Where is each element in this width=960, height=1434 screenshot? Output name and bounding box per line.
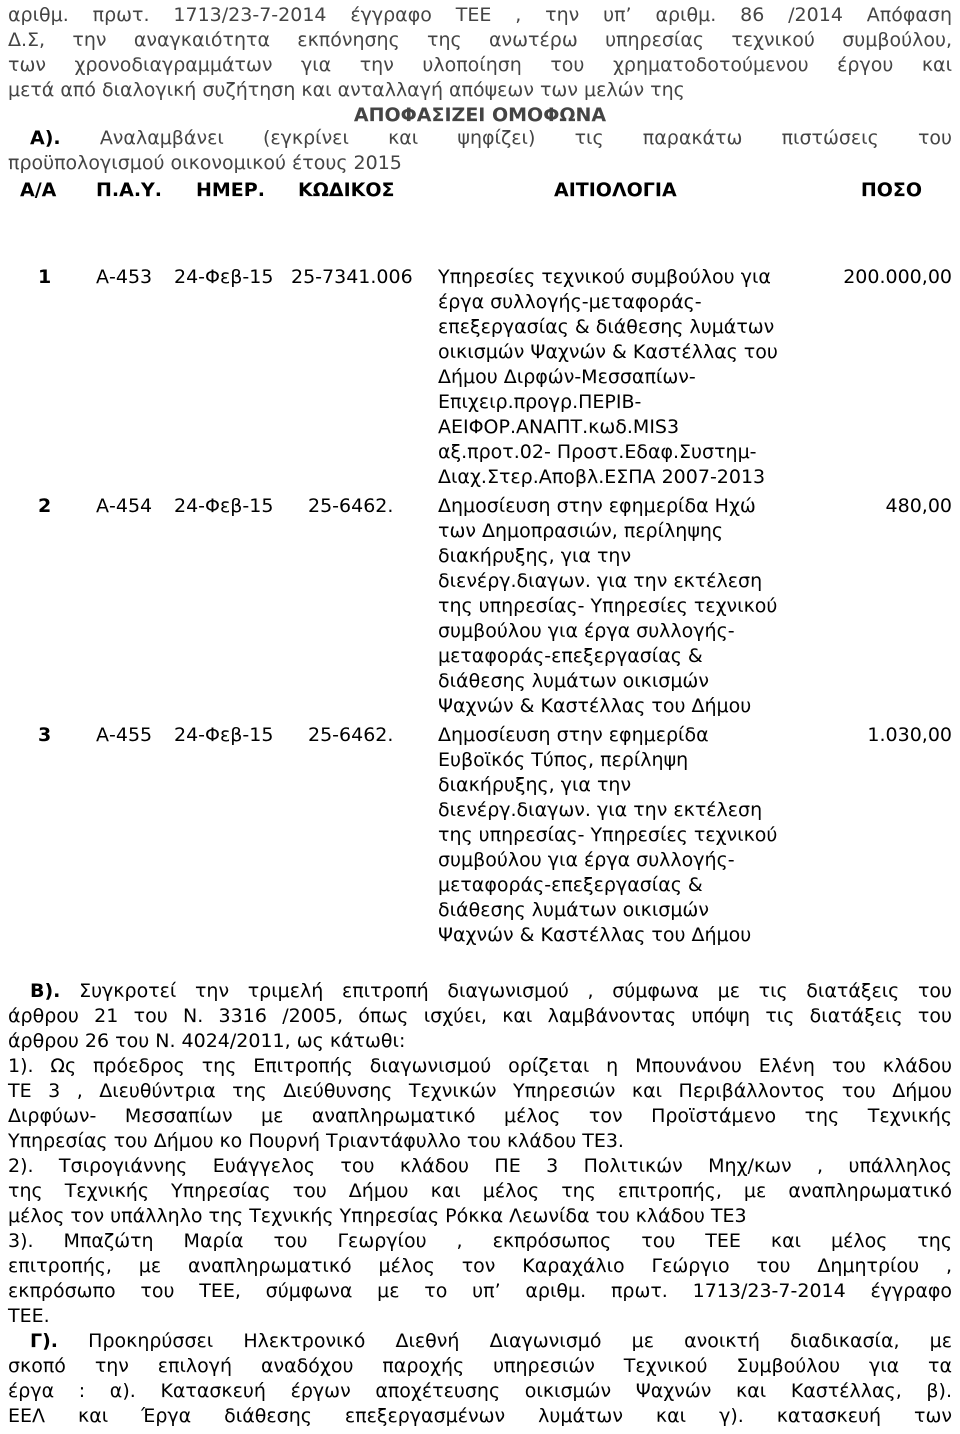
member-2 [8, 1154, 952, 1229]
reason-line: μεταφοράς-επεξεργασίας & [438, 874, 703, 896]
reason-line: Διαχ.Στερ.Αποβλ.ΕΣΠΑ 2007-2013 [438, 466, 766, 488]
member-line: ΤΕΕ. [8, 1305, 50, 1327]
section-a-label: Α). [30, 127, 61, 149]
cell-date: 24-Φεβ-15 [174, 724, 274, 746]
cell-date: 24-Φεβ-15 [174, 495, 274, 517]
header-amount: ΠΟΣΟ [860, 179, 922, 201]
cell-aa: 3 [38, 724, 52, 746]
cell-pay: Α-455 [96, 724, 153, 746]
member-line: μέλος τον υπάλληλο της Τεχνικής Υπηρεσίας Ρόκκα Λεωνίδα του κλάδου ΤΕ3 [8, 1205, 747, 1227]
reason-line: Δήμου Διρφών-Μεσσαπίων- [438, 366, 696, 388]
intro-line: Δ.Σ, την αναγκαιότητα εκπόνησης της ανωτέρω υπηρεσίας τεχνικού συμβούλου, [8, 29, 952, 51]
lower-text [8, 979, 952, 1429]
section-c-line1 [8, 1329, 952, 1354]
reason-line: διάθεσης λυμάτων οικισμών [438, 899, 709, 921]
section-c-line: σκοπό την επιλογή αναδόχου παροχής υπηρεσιών Τεχνικού Συμβούλου για τα [8, 1355, 952, 1377]
cell-amount: 1.030,00 [867, 724, 952, 746]
cell-amount: 200.000,00 [843, 266, 952, 288]
reason-line: έργα συλλογής-μεταφοράς- [438, 291, 702, 313]
cell-pay: Α-453 [96, 266, 153, 288]
section-b-line1 [8, 979, 952, 1004]
cell-pay: Α-454 [96, 495, 153, 517]
reason-line: Υπηρεσίες τεχνικού συμβούλου για [438, 266, 771, 288]
intro-line: μετά από διαλογική συζήτηση και ανταλλαγή απόψεων των μελών της [8, 79, 685, 101]
member-1 [8, 1054, 952, 1154]
reason-line: οικισμών Ψαχνών & Καστέλλας του [438, 341, 778, 363]
reason-line: των Δημοπρασιών, περίληψης [438, 520, 724, 542]
section-c-text: Προκηρύσσει Ηλεκτρονικό Διεθνή Διαγωνισμό με ανοικτή διαδικασία, με [88, 1330, 952, 1352]
member-line: ΤΕ 3 , Διευθύντρια της Διεύθυνσης Τεχνικών Υπηρεσιών και Περιβάλλοντος του Δήμου [8, 1080, 952, 1102]
member-line: της Τεχνικής Υπηρεσίας του Δήμου και μέλος της επιτροπής, με αναπληρωματικό [8, 1180, 952, 1202]
section-c-line: ΕΕΛ και Έργα διάθεσης επεξεργασμένων λυμάτων και γ). κατασκευή των [8, 1405, 952, 1427]
reason-line: Επιχειρ.προγρ.ΠΕΡΙΒ- [438, 391, 642, 413]
reason-line: μεταφοράς-επεξεργασίας & [438, 645, 703, 667]
header-reason: ΑΙΤΙΟΛΟΓΙΑ [554, 179, 677, 201]
cell-reason [438, 265, 818, 490]
member-line: Υπηρεσίας του Δήμου κο Πουρνή Τριαντάφυλλο του κλάδου ΤΕ3. [8, 1130, 624, 1152]
cell-reason [438, 494, 818, 719]
reason-line: διενέργ.διαγων. για την εκτέλεση [438, 570, 763, 592]
section-c-line: έργα : α). Κατασκευή έργων αποχέτευσης οικισμών Ψαχνών και Καστέλλας, β). [8, 1380, 952, 1402]
member-line: Διρφύων- Μεσσαπίων με αναπληρωματικό μέλος τον Προϊστάμενο της Τεχνικής [8, 1105, 952, 1127]
header-date: ΗΜΕΡ. [196, 179, 265, 201]
member-3 [8, 1229, 952, 1329]
member-line: 2). Τσιρογιάννης Ευάγγελος του κλάδου ΠΕ 3 Πολιτικών Μηχ/κων , υπάλληλος [8, 1155, 952, 1177]
reason-line: Ευβοϊκός Τύπος, περίληψη [438, 749, 689, 771]
section-b-label: Β). [30, 980, 61, 1002]
section-a [8, 126, 952, 176]
cell-reason [438, 723, 818, 948]
section-b-line: άρθρου 26 του Ν. 4024/2011, ως κάτωθι: [8, 1030, 406, 1052]
reason-line: επεξεργασίας & διάθεσης λυμάτων [438, 316, 775, 338]
member-line: 3). Μπαζώτη Μαρία του Γεωργίου , εκπρόσωπος του ΤΕΕ και μέλος της [8, 1230, 952, 1252]
reason-line: Ψαχνών & Καστέλλας του Δήμου [438, 695, 752, 717]
cell-date: 24-Φεβ-15 [174, 266, 274, 288]
reason-line: διάθεσης λυμάτων οικισμών [438, 670, 709, 692]
section-b-line: άρθρου 21 του Ν. 3316 /2005, όπως ισχύει, και λαμβάνοντας υπόψη τις διατάξεις του [8, 1005, 952, 1027]
reason-line: Ψαχνών & Καστέλλας του Δήμου [438, 924, 752, 946]
reason-line: συμβούλου για έργα συλλογής- [438, 620, 735, 642]
cell-amount: 480,00 [885, 495, 952, 517]
reason-line: διενέργ.διαγων. για την εκτέλεση [438, 799, 763, 821]
reason-line: συμβούλου για έργα συλλογής- [438, 849, 735, 871]
reason-line: διακήρυξης, για την [438, 545, 632, 567]
reason-line: αξ.προτ.02- Προστ.Εδαφ.Συστημ- [438, 441, 757, 463]
member-line: εκπρόσωπο του ΤΕΕ, σύμφωνα με το υπ’ αριθμ. πρωτ. 1713/23-7-2014 έγγραφο [8, 1280, 952, 1302]
reason-line: ΑΕΙΦΟΡ.ΑΝΑΠΤ.κωδ.MIS3 [438, 416, 680, 438]
cell-aa: 1 [38, 266, 52, 288]
intro-paragraph [8, 3, 952, 128]
cell-code: 25-6462. [308, 724, 394, 746]
decision-heading: ΑΠΟΦΑΣΙΖΕΙ ΟΜΟΦΩΝΑ [353, 104, 607, 126]
header-aa: Α/Α [20, 179, 57, 201]
header-code: ΚΩΔΙΚΟΣ [298, 179, 395, 201]
member-line: επιτροπής, με αναπληρωματικό μέλος τον Καραχάλιο Γεώργιο του Δημητρίου , [8, 1255, 952, 1277]
reason-line: Δημοσίευση στην εφημερίδα Ηχώ [438, 495, 756, 517]
section-a-line1 [8, 126, 952, 151]
intro-line: των χρονοδιαγραμμάτων για την υλοποίηση του χρηματοδοτούμενου έργου και [8, 54, 952, 76]
cell-code: 25-6462. [308, 495, 394, 517]
section-c-label: Γ). [30, 1330, 59, 1352]
intro-line: αριθμ. πρωτ. 1713/23-7-2014 έγγραφο ΤΕΕ , την υπ’ αριθμ. 86 /2014 Απόφαση [8, 4, 952, 26]
reason-line: της υπηρεσίας- Υπηρεσίες τεχνικού [438, 595, 778, 617]
header-pay: Π.Α.Υ. [96, 179, 163, 201]
table-header [8, 178, 952, 204]
reason-line: Δημοσίευση στην εφημερίδα [438, 724, 709, 746]
section-b-text: Συγκροτεί την τριμελή επιτροπή διαγωνισμού , σύμφωνα με τις διατάξεις του [79, 980, 953, 1002]
section-a-line2: προϋπολογισμού οικονομικού έτους 2015 [8, 152, 402, 174]
member-line: 1). Ως πρόεδρος της Επιτροπής διαγωνισμού ορίζεται η Μπουνάνου Ελένη του κλάδου [8, 1055, 952, 1077]
reason-line: διακήρυξης, για την [438, 774, 632, 796]
reason-line: της υπηρεσίας- Υπηρεσίες τεχνικού [438, 824, 778, 846]
cell-aa: 2 [38, 495, 52, 517]
cell-code: 25-7341.006 [291, 266, 413, 288]
section-a-text: Αναλαμβάνει (εγκρίνει και ψηφίζει) τις παρακάτω πιστώσεις του [99, 127, 952, 149]
